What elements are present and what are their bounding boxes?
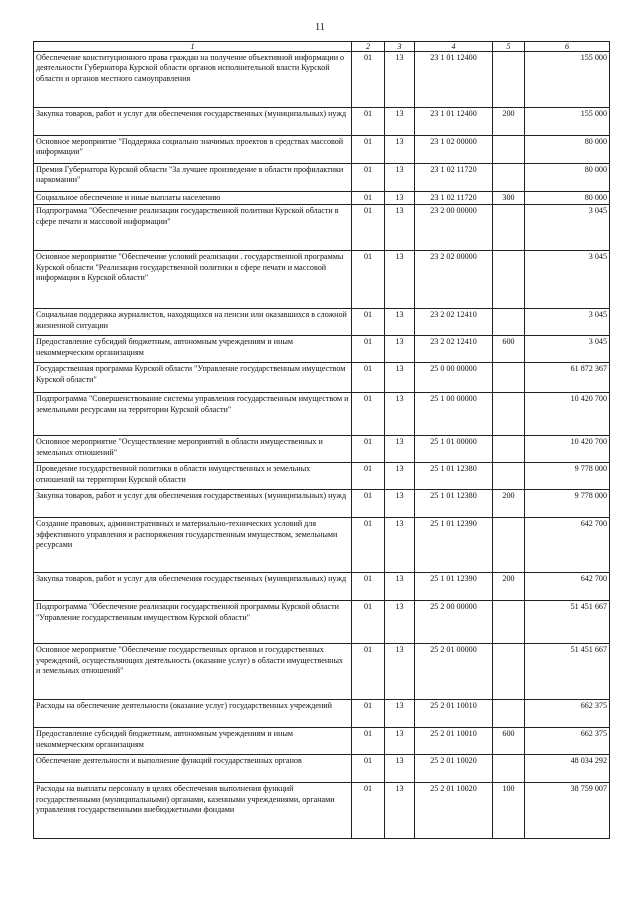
row-expense-type	[493, 700, 525, 728]
row-subsection: 13	[385, 205, 415, 251]
table-row	[34, 336, 610, 363]
table-row	[34, 108, 610, 136]
row-amount: 155 000	[525, 108, 610, 136]
row-expense-type	[493, 363, 525, 393]
row-target-code: 25 2 01 10010	[415, 700, 493, 728]
row-description: Социальное обеспечение и иные выплаты населению	[34, 192, 352, 205]
table-body	[34, 52, 610, 839]
row-target-code: 25 0 00 00000	[415, 363, 493, 393]
table-row	[34, 700, 610, 728]
row-section: 01	[352, 108, 385, 136]
header-cell-1: 1	[34, 42, 352, 52]
row-section: 01	[352, 205, 385, 251]
row-subsection: 13	[385, 436, 415, 463]
row-target-code: 23 1 01 12400	[415, 108, 493, 136]
row-amount: 3 045	[525, 251, 610, 309]
row-section: 01	[352, 463, 385, 490]
row-target-code: 25 2 01 10020	[415, 783, 493, 839]
row-section: 01	[352, 336, 385, 363]
row-subsection: 13	[385, 136, 415, 164]
row-description: Обеспечение деятельности и выполнение функций государственных органов	[34, 755, 352, 783]
row-expense-type: 200	[493, 490, 525, 518]
table-row	[34, 518, 610, 573]
table-row	[34, 164, 610, 192]
row-expense-type	[493, 164, 525, 192]
row-amount: 51 451 667	[525, 644, 610, 700]
row-expense-type	[493, 52, 525, 108]
table-row	[34, 573, 610, 601]
row-section: 01	[352, 251, 385, 309]
row-subsection: 13	[385, 573, 415, 601]
page-number: 11	[315, 22, 325, 33]
row-section: 01	[352, 52, 385, 108]
row-amount: 80 000	[525, 164, 610, 192]
row-description: Закупка товаров, работ и услуг для обеспечения государственных (муниципальных) нужд	[34, 108, 352, 136]
row-subsection: 13	[385, 490, 415, 518]
row-section: 01	[352, 644, 385, 700]
row-expense-type: 200	[493, 573, 525, 601]
row-amount: 662 375	[525, 700, 610, 728]
table-row	[34, 192, 610, 205]
table-row	[34, 251, 610, 309]
row-expense-type	[493, 436, 525, 463]
row-section: 01	[352, 518, 385, 573]
row-description: Подпрограмма "Обеспечение реализации государственной политики Курской области в сфере печати и массовой информации"	[34, 205, 352, 251]
row-target-code: 25 1 01 12390	[415, 518, 493, 573]
row-amount: 3 045	[525, 205, 610, 251]
row-target-code: 25 1 01 12380	[415, 490, 493, 518]
row-subsection: 13	[385, 52, 415, 108]
row-subsection: 13	[385, 755, 415, 783]
row-amount: 642 700	[525, 518, 610, 573]
row-description: Подпрограмма "Совершенствование системы управления государственным имуществом и земельными ресурсами на территории Курской области"	[34, 393, 352, 436]
row-section: 01	[352, 192, 385, 205]
row-target-code: 23 1 01 12400	[415, 52, 493, 108]
row-section: 01	[352, 700, 385, 728]
row-subsection: 13	[385, 363, 415, 393]
row-subsection: 13	[385, 192, 415, 205]
row-target-code: 23 1 02 00000	[415, 136, 493, 164]
table-row	[34, 363, 610, 393]
table-row	[34, 601, 610, 644]
row-description: Предоставление субсидий бюджетным, автономным учреждениям и иным некоммерческим организациям	[34, 728, 352, 755]
row-description: Проведение государственной политики в области имущественных и земельных отношений на территории Курской области	[34, 463, 352, 490]
header-cell-3: 3	[385, 42, 415, 52]
row-amount: 155 000	[525, 52, 610, 108]
row-subsection: 13	[385, 783, 415, 839]
row-subsection: 13	[385, 251, 415, 309]
row-expense-type: 100	[493, 783, 525, 839]
row-target-code: 25 1 00 00000	[415, 393, 493, 436]
table-row	[34, 393, 610, 436]
row-section: 01	[352, 728, 385, 755]
row-target-code: 23 1 02 11720	[415, 164, 493, 192]
table-row	[34, 309, 610, 336]
row-section: 01	[352, 601, 385, 644]
table-row	[34, 52, 610, 108]
row-section: 01	[352, 755, 385, 783]
row-description: Основное мероприятие "Осуществление мероприятий в области имущественных и земельных отношений"	[34, 436, 352, 463]
header-cell-2: 2	[352, 42, 385, 52]
row-target-code: 23 1 02 11720	[415, 192, 493, 205]
row-section: 01	[352, 490, 385, 518]
row-description: Социальная поддержка журналистов, находящихся на пенсии или оказавшихся в сложной жизненной ситуации	[34, 309, 352, 336]
row-expense-type	[493, 251, 525, 309]
row-section: 01	[352, 573, 385, 601]
table-row	[34, 728, 610, 755]
row-amount: 3 045	[525, 309, 610, 336]
row-amount: 9 778 000	[525, 463, 610, 490]
row-expense-type: 200	[493, 108, 525, 136]
row-amount: 48 034 292	[525, 755, 610, 783]
row-expense-type	[493, 755, 525, 783]
row-subsection: 13	[385, 164, 415, 192]
row-amount: 61 872 367	[525, 363, 610, 393]
row-subsection: 13	[385, 700, 415, 728]
row-description: Основное мероприятие "Обеспечение условий реализации . государственной программы Курской области "Реализация государственной политики в сфере печати и массовой информации в Курской области"	[34, 251, 352, 309]
row-target-code: 25 1 01 00000	[415, 436, 493, 463]
row-subsection: 13	[385, 644, 415, 700]
row-subsection: 13	[385, 309, 415, 336]
table-row	[34, 755, 610, 783]
row-expense-type	[493, 205, 525, 251]
row-amount: 38 759 007	[525, 783, 610, 839]
row-section: 01	[352, 783, 385, 839]
row-description: Подпрограмма "Обеспечение реализации государственной программы Курской области "Управление государственным имуществом Курской области"	[34, 601, 352, 644]
table-row	[34, 644, 610, 700]
row-expense-type	[493, 463, 525, 490]
row-section: 01	[352, 136, 385, 164]
row-expense-type: 600	[493, 728, 525, 755]
row-expense-type	[493, 601, 525, 644]
row-subsection: 13	[385, 601, 415, 644]
row-target-code: 23 2 02 00000	[415, 251, 493, 309]
row-expense-type: 600	[493, 336, 525, 363]
row-section: 01	[352, 393, 385, 436]
row-description: Предоставление субсидий бюджетным, автономным учреждениям и иным некоммерческим организациям	[34, 336, 352, 363]
row-target-code: 25 2 01 00000	[415, 644, 493, 700]
row-section: 01	[352, 164, 385, 192]
row-expense-type: 300	[493, 192, 525, 205]
row-description: Основное мероприятие "Обеспечение государственных органов и государственных учреждений, осуществляющих деятельность (оказание услуг) в области имущественных и земельных отношений"	[34, 644, 352, 700]
row-target-code: 23 2 02 12410	[415, 309, 493, 336]
row-section: 01	[352, 363, 385, 393]
table-row	[34, 436, 610, 463]
header-row	[34, 42, 610, 52]
row-expense-type	[493, 136, 525, 164]
table-header	[34, 42, 610, 52]
row-description: Расходы на выплаты персоналу в целях обеспечения выполнения функций государственными (муниципальными) органами, казенными учреждениями, органами управления государственными внебюджетными фондами	[34, 783, 352, 839]
row-amount: 80 000	[525, 136, 610, 164]
row-subsection: 13	[385, 108, 415, 136]
row-subsection: 13	[385, 336, 415, 363]
header-cell-6: 6	[525, 42, 610, 52]
row-target-code: 25 2 00 00000	[415, 601, 493, 644]
row-expense-type	[493, 518, 525, 573]
table-row	[34, 783, 610, 839]
row-description: Государственная программа Курской области "Управление государственным имуществом Курской области"	[34, 363, 352, 393]
header-cell-4: 4	[415, 42, 493, 52]
row-target-code: 25 2 01 10010	[415, 728, 493, 755]
table-row	[34, 136, 610, 164]
row-description: Создание правовых, административных и материально-технических условий для эффективного управления и распоряжения государственным имуществом, земельными ресурсами	[34, 518, 352, 573]
row-subsection: 13	[385, 393, 415, 436]
row-subsection: 13	[385, 728, 415, 755]
row-amount: 642 700	[525, 573, 610, 601]
row-target-code: 25 2 01 10020	[415, 755, 493, 783]
row-section: 01	[352, 309, 385, 336]
row-description: Закупка товаров, работ и услуг для обеспечения государственных (муниципальных) нужд	[34, 573, 352, 601]
row-amount: 10 420 700	[525, 436, 610, 463]
row-amount: 662 375	[525, 728, 610, 755]
row-section: 01	[352, 436, 385, 463]
table-row	[34, 463, 610, 490]
row-target-code: 23 2 00 00000	[415, 205, 493, 251]
row-description: Расходы на обеспечение деятельности (оказание услуг) государственных учреждений	[34, 700, 352, 728]
budget-table	[33, 41, 610, 839]
row-target-code: 25 1 01 12390	[415, 573, 493, 601]
table-row	[34, 205, 610, 251]
row-amount: 10 420 700	[525, 393, 610, 436]
row-expense-type	[493, 644, 525, 700]
row-subsection: 13	[385, 463, 415, 490]
row-subsection: 13	[385, 518, 415, 573]
row-amount: 9 778 000	[525, 490, 610, 518]
row-expense-type	[493, 393, 525, 436]
row-amount: 51 451 667	[525, 601, 610, 644]
row-amount: 80 000	[525, 192, 610, 205]
row-description: Закупка товаров, работ и услуг для обеспечения государственных (муниципальных) нужд	[34, 490, 352, 518]
row-target-code: 25 1 01 12380	[415, 463, 493, 490]
row-amount: 3 045	[525, 336, 610, 363]
row-expense-type	[493, 309, 525, 336]
row-description: Обеспечение конституционного права граждан на получение объективной информации о деятельности Губернатора Курской области органов исполнительной власти Курской области и органов местного самоуправления	[34, 52, 352, 108]
row-description: Премия Губернатора Курской области "За лучшее произведение в области профилактики наркомании"	[34, 164, 352, 192]
table-row	[34, 490, 610, 518]
row-target-code: 23 2 02 12410	[415, 336, 493, 363]
row-description: Основное мероприятие "Поддержка социально значимых проектов в средствах массовой информации"	[34, 136, 352, 164]
header-cell-5: 5	[493, 42, 525, 52]
